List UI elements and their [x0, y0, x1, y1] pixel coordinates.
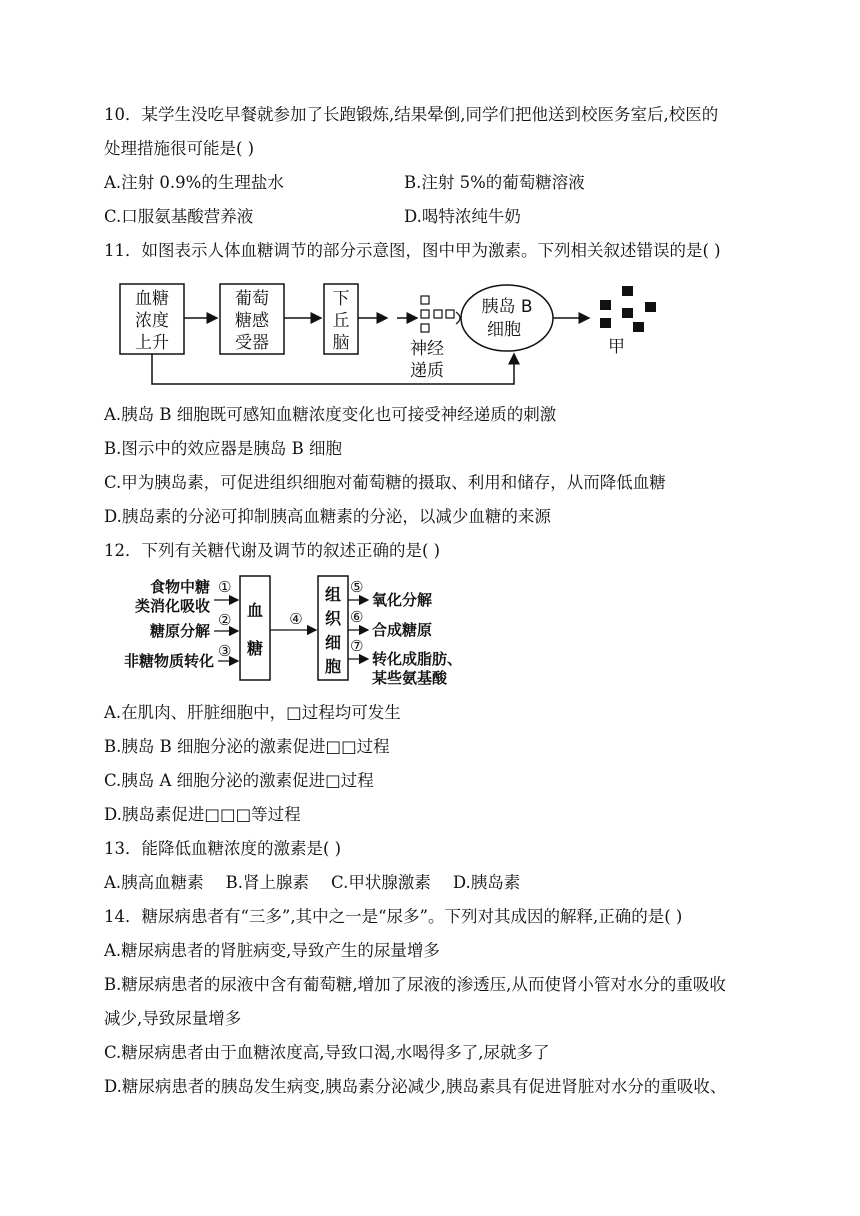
q14-option-b: B.糖尿病患者的尿液中含有葡萄糖,增加了尿液的渗透压,从而使肾小管对水分的重吸收: [104, 975, 726, 994]
q13-options: [104, 872, 520, 894]
box3-line2: 丘: [332, 311, 350, 331]
neurotransmitter-vesicles: [421, 296, 454, 332]
source-nonsugar: 非糖物质转化: [123, 652, 214, 670]
q10-stem-line1: 10．某学生没吃早餐就参加了长跑锻炼,结果晕倒,同学们把他送到校医务室后,校医的: [104, 105, 719, 124]
tissue-line4: 胞: [324, 657, 342, 676]
fate-glycogen: 合成糖原: [372, 621, 433, 639]
q13-option-c: C.甲状腺激素: [331, 873, 431, 892]
fate-oxidation: 氧化分解: [372, 591, 433, 609]
q11-stem: 11．如图表示人体血糖调节的部分示意图，图中甲为激素。下列相关叙述错误的是( ): [104, 241, 721, 260]
fate-convert-1: 转化成脂肪、: [372, 650, 463, 668]
q12-option-c: C.胰岛 A 细胞分泌的激素促进□过程: [104, 771, 374, 790]
num-2: ②: [218, 611, 232, 629]
q14-option-c: C.糖尿病患者由于血糖浓度高,导致口渴,水喝得多了,尿就多了: [104, 1043, 550, 1062]
num-6: ⑥: [350, 608, 364, 626]
q11-option-d: D.胰岛素的分泌可抑制胰高血糖素的分泌，以减少血糖的来源: [104, 507, 551, 526]
fate-convert-2: 某些氨基酸: [372, 669, 448, 687]
q10-option-d: D.喝特浓纯牛奶: [404, 207, 521, 226]
box2-line3: 受器: [235, 333, 269, 353]
source-glycogen: 糖原分解: [149, 622, 210, 640]
tissue-line3: 细: [324, 633, 342, 652]
hormone-label: 甲: [608, 337, 625, 357]
q13-option-d: D.胰岛素: [452, 873, 521, 892]
source-food-1: 食物中糖: [149, 578, 210, 596]
num-3: ③: [218, 642, 232, 660]
blood-line1: 血: [246, 601, 264, 620]
q10-option-a: A.注射 0.9%的生理盐水: [104, 173, 284, 192]
tissue-line1: 组: [324, 585, 342, 604]
box1-line3: 上升: [135, 333, 169, 353]
q11-option-c: C.甲为胰岛素，可促进组织细胞对葡萄糖的摄取、利用和储存，从而降低血糖: [104, 473, 666, 492]
cell-line1: 胰岛 B: [481, 297, 533, 317]
q11-option-b: B.图示中的效应器是胰岛 B 细胞: [104, 439, 342, 458]
num-5: ⑤: [350, 578, 364, 596]
islet-b-cell: [461, 285, 553, 351]
q12-option-d: D.胰岛素促进□□□等过程: [104, 805, 301, 824]
q12-diagram: [110, 572, 490, 692]
box2-line2: 糖感: [235, 311, 269, 331]
q12-stem: 12．下列有关糖代谢及调节的叙述正确的是( ): [104, 541, 441, 560]
box3-line1: 下: [332, 289, 350, 309]
q13-option-b: B.肾上腺素: [225, 873, 310, 892]
q12-option-a: A.在肌肉、肝脏细胞中，□过程均可发生: [104, 703, 401, 722]
num-7: ⑦: [350, 637, 364, 655]
box2-line1: 葡萄: [235, 289, 269, 309]
box1-line1: 血糖: [135, 289, 169, 309]
hormone-molecules: [600, 286, 656, 332]
cell-line2: 细胞: [487, 320, 521, 340]
q10-stem-line2: 处理措施很可能是( ): [104, 139, 255, 158]
q13-stem: 13．能降低血糖浓度的激素是( ): [104, 839, 342, 858]
q11-diagram: [100, 272, 680, 392]
q13-option-a: A.胰高血糖素: [104, 873, 204, 892]
q12-option-b: B.胰岛 B 细胞分泌的激素促进□□过程: [104, 737, 390, 756]
num-4: ④: [289, 610, 303, 628]
q10-option-c: C.口服氨基酸营养液: [104, 207, 254, 226]
q11-option-a: A.胰岛 B 细胞既可感知血糖浓度变化也可接受神经递质的刺激: [104, 405, 557, 424]
neuro-line1: 神经: [410, 339, 444, 359]
q14-option-b-cont: 减少,导致尿量增多: [104, 1009, 242, 1028]
box1-line2: 浓度: [135, 311, 169, 331]
tissue-line2: 织: [324, 609, 342, 628]
q14-option-a: A.糖尿病患者的肾脏病变,导致产生的尿量增多: [104, 941, 440, 960]
blood-line2: 糖: [246, 639, 264, 658]
q14-stem: 14．糖尿病患者有“三多”,其中之一是“尿多”。下列对其成因的解释,正确的是( ): [104, 907, 683, 926]
neuro-line2: 递质: [410, 361, 444, 381]
q10-option-b: B.注射 5%的葡萄糖溶液: [404, 173, 585, 192]
box3-line3: 脑: [332, 333, 350, 353]
num-1: ①: [218, 578, 232, 596]
q14-option-d: D.糖尿病患者的胰岛发生病变,胰岛素分泌减少,胰岛素具有促进肾脏对水分的重吸收、: [104, 1077, 727, 1096]
source-food-2: 类消化吸收: [134, 597, 210, 615]
